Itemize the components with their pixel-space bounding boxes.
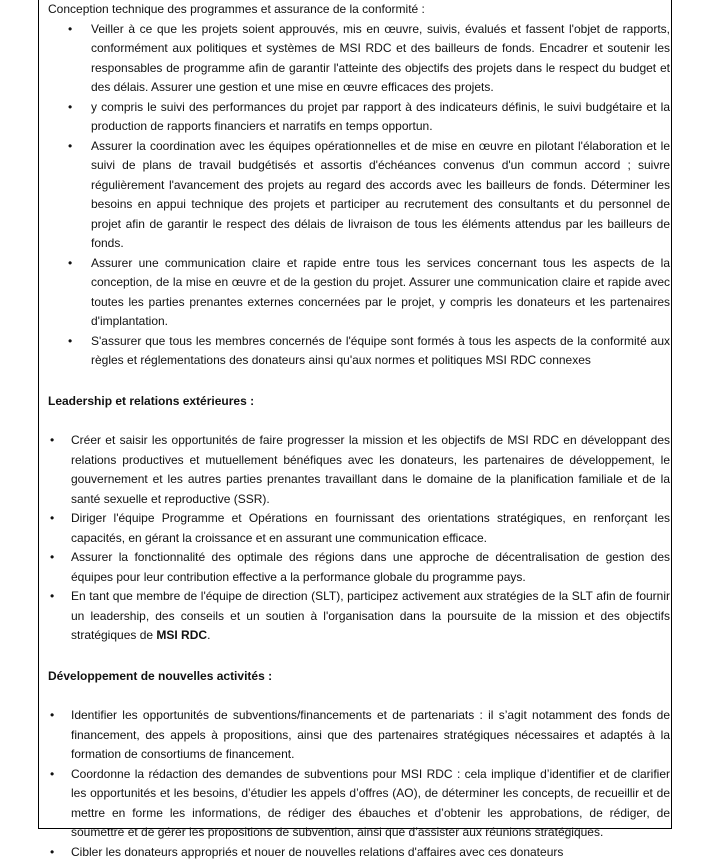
list-item: • Identifier les opportunités de subventions/financements et de partenariats : il s’agit notamment des fonds de financement, des appels à propositions, ainsi que des partenaires stratégiques nécessaires et adaptés à la formation de consortiums de financement. [48,706,670,765]
section-heading-leadership: Leadership et relations extérieures : [48,392,670,412]
section-heading-conception: Conception technique des programmes et assurance de la conformité : [48,0,670,20]
list-item: • Coordonne la rédaction des demandes de subventions pour MSI RDC : cela implique d’identifier et de clarifier les opportunités et les besoins, d’étudier les appels d’offres (AO), de déterminer les concepts, de recueillir et de mettre en forme les informations, de rédiger des ébauches et d’obtenir les approbations, de rédiger, de soumettre et de gérer les propositions de subvention, ainsi que d’assister aux réunions stratégiques. [48,765,670,843]
bullet-icon: • [68,20,72,40]
bullet-icon: • [50,706,54,726]
org-name: MSI RDC [156,628,207,642]
bullet-icon: • [50,765,54,785]
bullet-icon: • [50,843,54,862]
list-item: • Créer et saisir les opportunités de faire progresser la mission et les objectifs de MSI RDC en développant des relations productives et mutuellement bénéfiques avec les donateurs, les partenaires de développement, le gouvernement et les autres parties prenantes travaillant dans le domaine de la planification familiale et de la santé sexuelle et reproductive (SSR). [48,431,670,509]
development-list [48,706,670,862]
list-item: • Assurer la fonctionnalité des optimale des régions dans une approche de décentralisation de gestion des équipes pour leur contribution effective a la performance globale du programme pays. [48,548,670,587]
list-item: • Cibler les donateurs appropriés et nouer de nouvelles relations d'affaires avec ces donateurs [48,843,670,862]
list-item: • Assurer une communication claire et rapide entre tous les services concernant tous les aspects de la conception, de la mise en œuvre et de la gestion du projet. Assurer une communication claire et rapide avec toutes les parties prenantes externes concernées par le projet, y compris les donateurs et les partenaires d'implantation. [48,254,670,332]
bullet-icon: • [50,509,54,529]
conception-list [48,20,670,371]
list-item: • En tant que membre de l'équipe de direction (SLT), participez activement aux stratégies de la SLT afin de fournir un leadership, des conseils et un soutien à l'organisation dans la poursuite de la mission et des objectifs stratégiques de MSI RDC. [48,587,670,646]
bullet-icon: • [50,548,54,568]
list-item: • Veiller à ce que les projets soient approuvés, mis en œuvre, suivis, évalués et fassent l'objet de rapports, conformément aux politiques et systèmes de MSI RDC et des bailleurs de fonds. Encadrer et soutenir les responsables de programme afin de garantir l'atteinte des objectifs des projets dans le respect du budget et des délais. Assurer une gestion et une mise en œuvre efficaces des projets. [48,20,670,98]
document-body [48,0,670,862]
bullet-icon: • [68,98,72,118]
bullet-icon: • [68,137,72,157]
list-item: • Assurer la coordination avec les équipes opérationnelles et de mise en œuvre en pilotant l'élaboration et le suivi de plans de travail budgétisés et assortis d'échéances convenus d'un commun accord ; suivre régulièrement l'avancement des projets au regard des accords avec les bailleurs de fonds. Déterminer les besoins en appui technique des projets et participer au recrutement des consultants et du personnel de projet afin de garantir le respect des délais de livraison de tous les éléments attendus par les bailleurs de fonds. [48,137,670,254]
bullet-icon: • [68,332,72,352]
list-item: • Diriger l'équipe Programme et Opérations en fournissant des orientations stratégiques, en renforçant les capacités, en gérant la croissance et en assurant une communication efficace. [48,509,670,548]
list-item: • y compris le suivi des performances du projet par rapport à des indicateurs définis, le suivi budgétaire et la production de rapports financiers et narratifs en temps opportun. [48,98,670,137]
bullet-icon: • [68,254,72,274]
list-item: • S'assurer que tous les membres concernés de l'équipe sont formés à tous les aspects de la conformité aux règles et réglementations des donateurs ainsi qu'aux normes et politiques MSI RDC connexes [48,332,670,371]
section-heading-development: Développement de nouvelles activités : [48,667,670,687]
leadership-list [48,431,670,646]
bullet-icon: • [50,431,54,451]
bullet-icon: • [50,587,54,607]
